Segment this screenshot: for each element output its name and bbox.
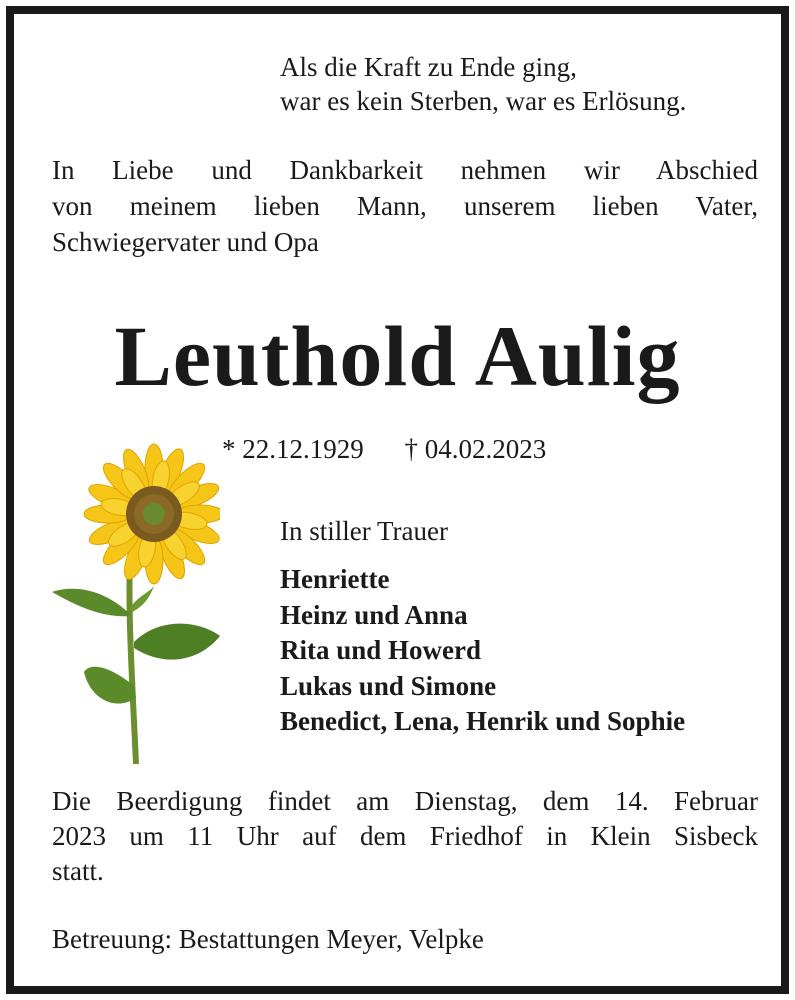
life-dates (222, 432, 546, 466)
intro-text (52, 152, 758, 260)
family-member: Henriette (280, 564, 390, 594)
deceased-name: Leuthold Aulig (114, 308, 681, 404)
family-list (280, 562, 685, 740)
birth-date: * 22.12.1929 (222, 434, 364, 464)
sunflower-image (50, 436, 220, 766)
mourning-heading: In stiller Trauer (280, 516, 448, 546)
funeral-line-1: Die Beerdigung findet am Dienstag, dem 14. Februar (52, 786, 758, 816)
funeral-home-credit: Betreuung: Bestattungen Meyer, Velpke (52, 924, 484, 954)
intro-line-2: von meinem lieben Mann, unserem lieben Vater, (52, 191, 758, 221)
obituary-frame (6, 6, 789, 994)
funeral-line-3: statt. (52, 856, 104, 886)
death-date: † 04.02.2023 (404, 434, 547, 464)
verse-line-1: Als die Kraft zu Ende ging, (280, 52, 577, 82)
family-member: Benedict, Lena, Henrik und Sophie (280, 706, 686, 736)
verse-line-2: war es kein Sterben, war es Erlösung. (280, 86, 687, 116)
intro-line-3: Schwiegervater und Opa (52, 227, 319, 257)
family-member: Rita und Howerd (280, 635, 482, 665)
family-member: Heinz und Anna (280, 599, 468, 630)
funeral-info (52, 784, 758, 889)
verse (280, 50, 686, 118)
intro-line-1: In Liebe und Dankbarkeit nehmen wir Abschied (52, 155, 758, 185)
funeral-line-2: 2023 um 11 Uhr auf dem Friedhof in Klein Sisbeck (52, 821, 758, 851)
family-member: Lukas und Simone (280, 670, 497, 701)
